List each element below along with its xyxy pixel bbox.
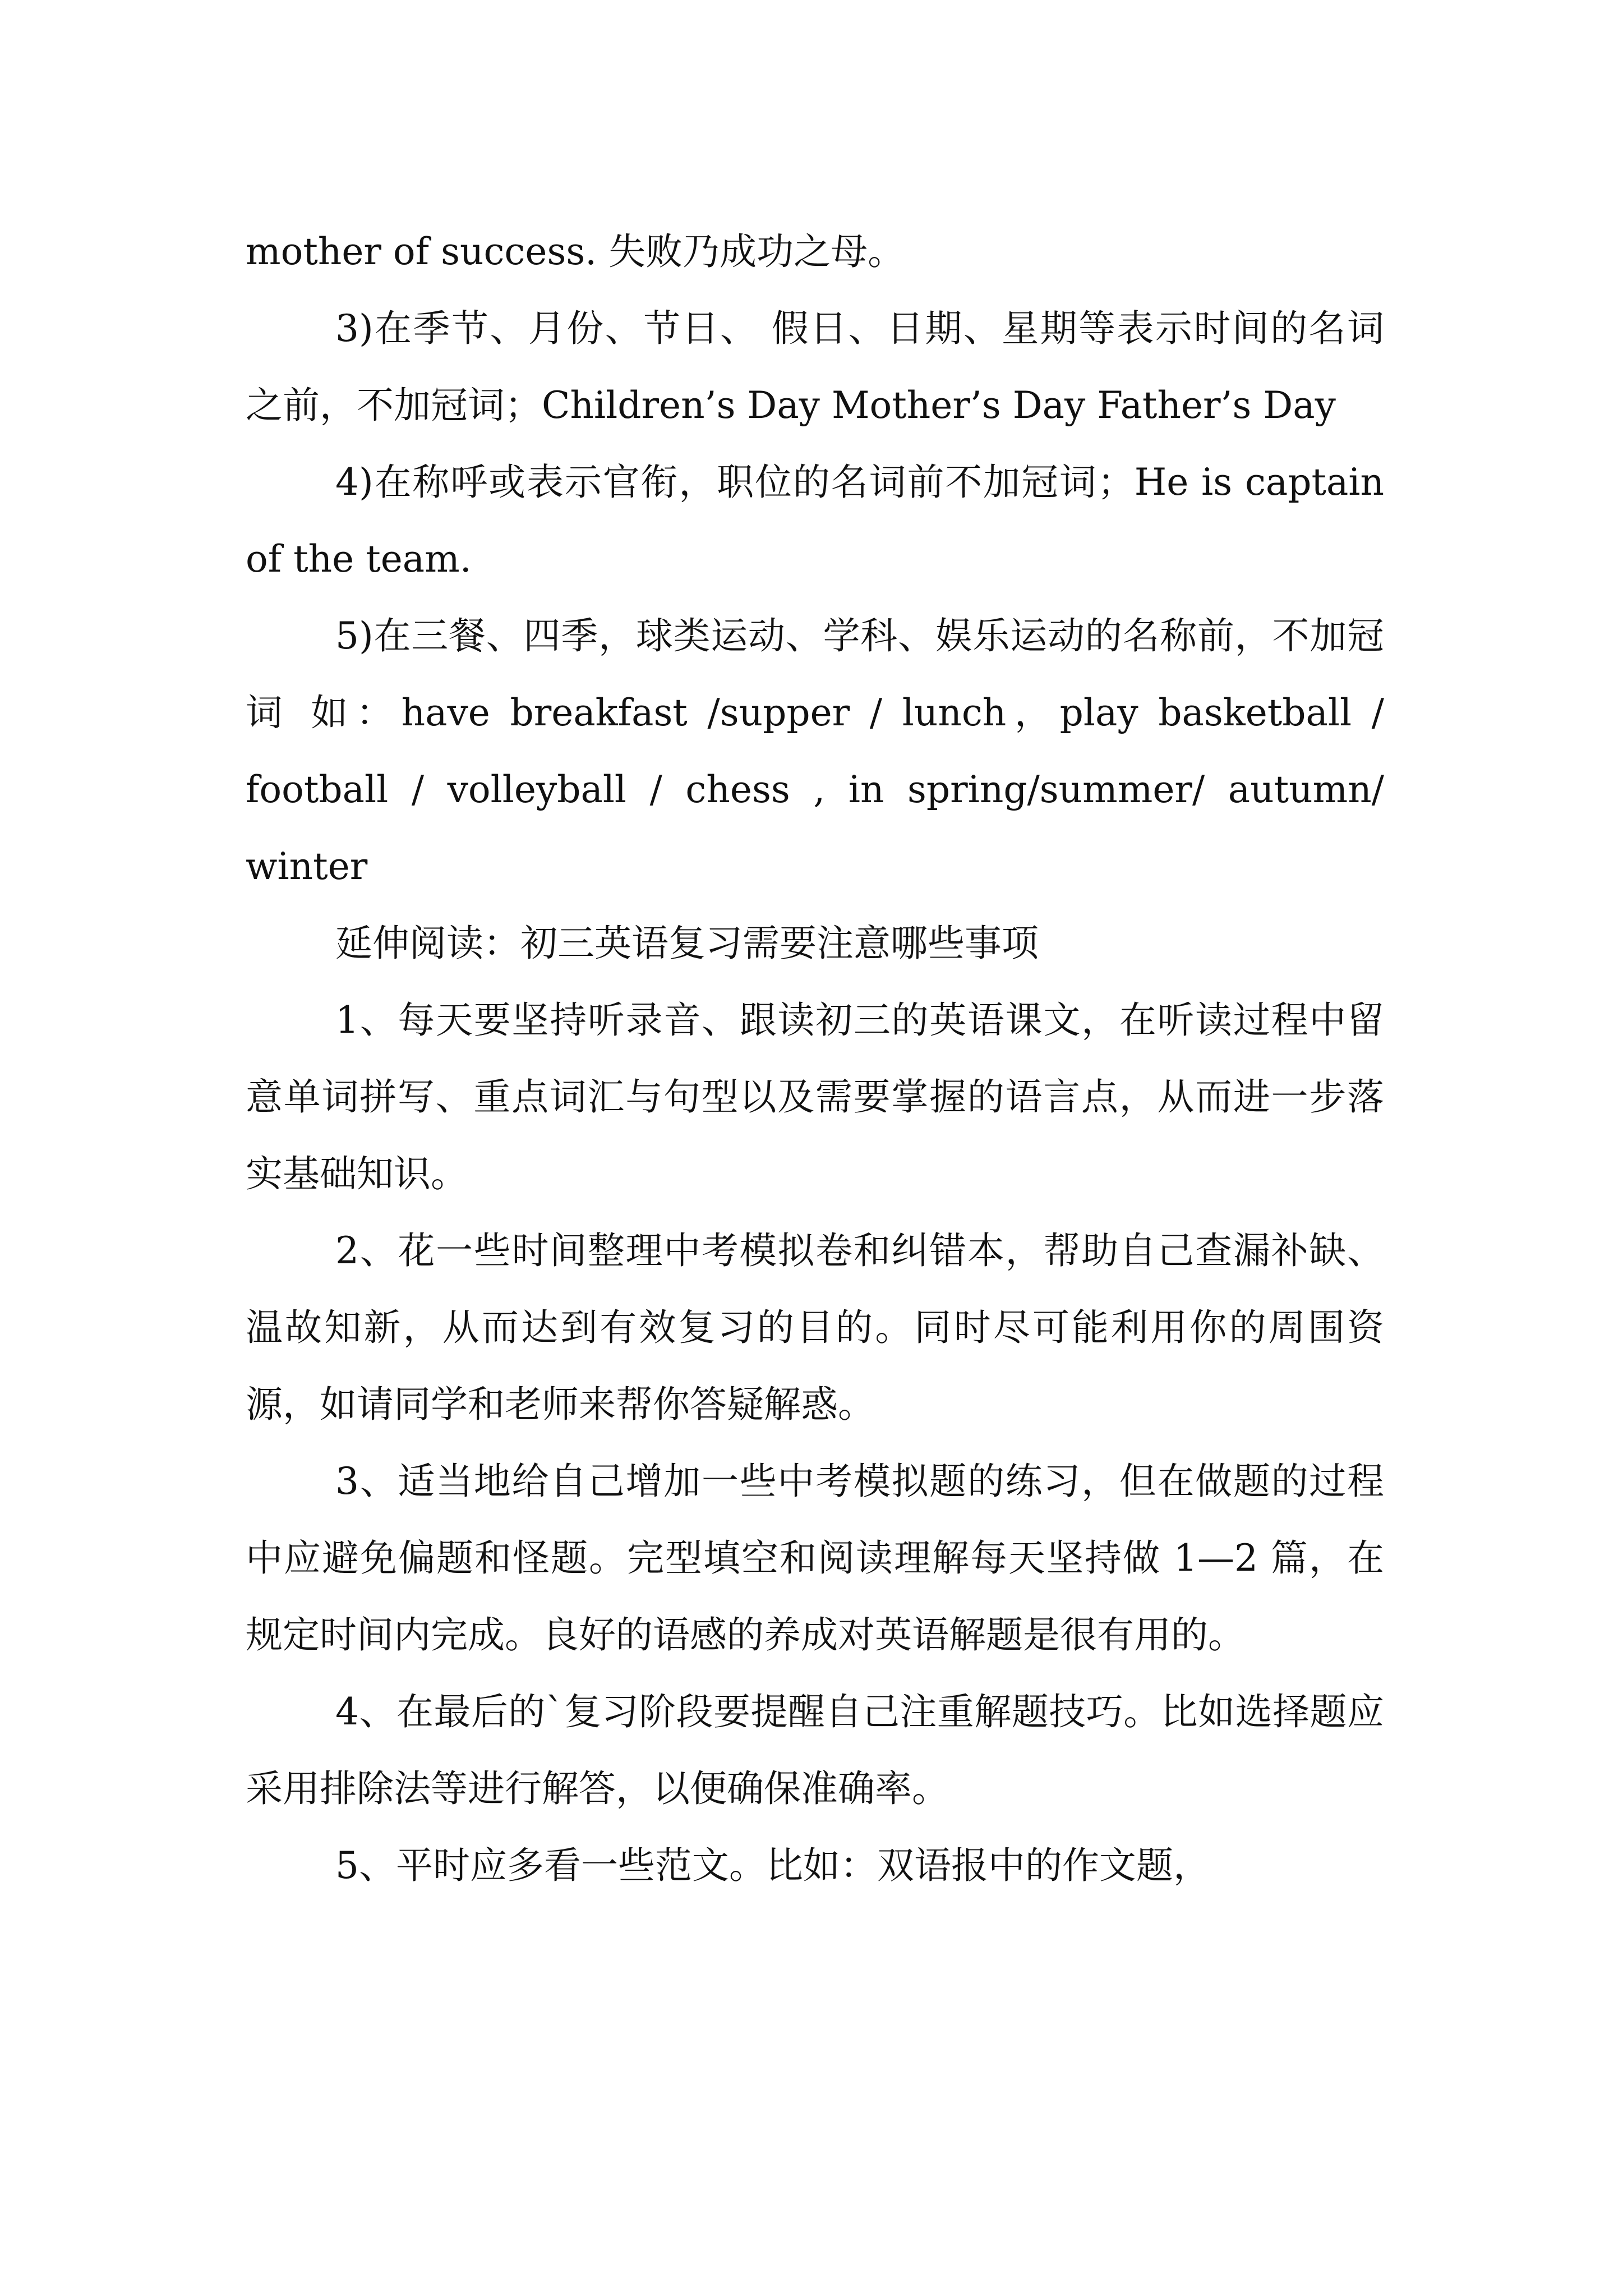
paragraph-rule-5: 5)在三餐、四季，球类运动、学科、娱乐运动的名称前，不加冠词 如：have breakfast /supper / lunch，play basketball / football / volleyball / chess , in spring/summer/ autumn/ winter (246, 614, 1384, 888)
paragraph-continuation: mother of success. 失败乃成功之母。 (246, 230, 905, 273)
tip-2: 2、花一些时间整理中考模拟卷和纠错本，帮助自己查漏补缺、温故知新，从而达到有效复习的目的。同时尽可能利用你的周围资源，如请同学和老师来帮你答疑解惑。 (246, 1229, 1384, 1426)
tip-1: 1、每天要坚持听录音、跟读初三的英语课文，在听读过程中留意单词拼写、重点词汇与句型以及需要掌握的语言点，从而进一步落实基础知识。 (246, 999, 1384, 1195)
tip-5: 5、平时应多看一些范文。比如：双语报中的作文题， (335, 1844, 1210, 1887)
paragraph-rule-4: 4)在称呼或表示官衔，职位的名词前不加冠词；He is captain of the team. (246, 461, 1384, 581)
tip-3: 3、适当地给自己增加一些中考模拟题的练习，但在做题的过程中应避免偏题和怪题。完型填空和阅读理解每天坚持做 1—2 篇，在规定时间内完成。良好的语感的养成对英语解题是很有用的。 (246, 1460, 1384, 1657)
tip-4: 4、在最后的`复习阶段要提醒自己注重解题技巧。比如选择题应采用排除法等进行解答，以便确保准确率。 (246, 1690, 1384, 1810)
paragraph-rule-3: 3)在季节、月份、节日、 假日、日期、星期等表示时间的名词之前，不加冠词；Children’s Day Mother’s Day Father’s Day (246, 307, 1384, 427)
section-heading: 延伸阅读：初三英语复习需要注意哪些事项 (335, 922, 1039, 965)
document-body (246, 213, 1384, 1904)
